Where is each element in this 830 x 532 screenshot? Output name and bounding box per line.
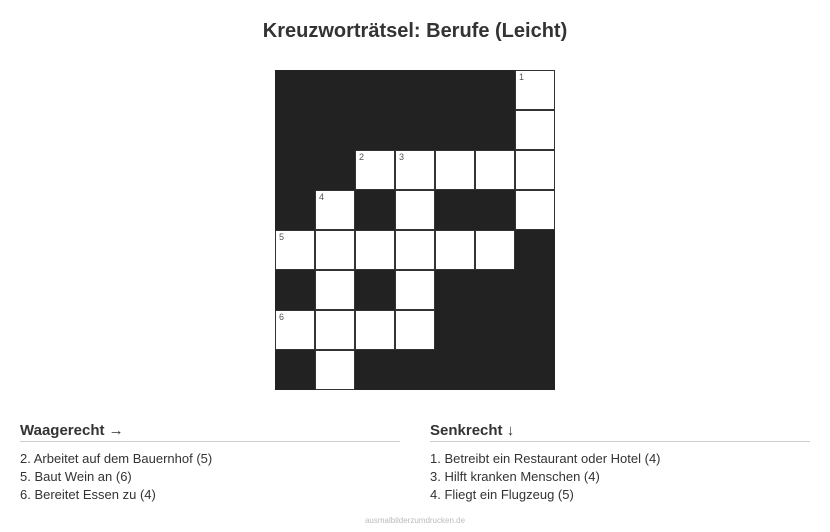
crossword-grid	[275, 70, 555, 390]
crossword-cell[interactable]	[355, 230, 395, 270]
crossword-cell[interactable]	[395, 190, 435, 230]
across-clues	[20, 422, 400, 504]
crossword-cell[interactable]	[395, 310, 435, 350]
crossword-cell[interactable]	[275, 230, 315, 270]
crossword-cell[interactable]	[315, 350, 355, 390]
crossword-cell[interactable]	[355, 150, 395, 190]
crossword-cell[interactable]	[315, 310, 355, 350]
crossword-cell[interactable]	[275, 310, 315, 350]
crossword-cell[interactable]	[515, 150, 555, 190]
clue-item: 3. Hilft kranken Menschen (4)	[430, 469, 600, 484]
cell-number: 5	[279, 232, 285, 242]
clue-item: 6. Bereitet Essen zu (4)	[20, 487, 156, 502]
crossword-cell[interactable]	[435, 150, 475, 190]
clue-item: 5. Baut Wein an (6)	[20, 469, 132, 484]
crossword-cell[interactable]	[395, 150, 435, 190]
watermark: ausmalbilderzumdrucken.de	[364, 516, 466, 525]
crossword-cell[interactable]	[515, 70, 555, 110]
across-clue-list	[20, 450, 400, 504]
crossword-cell[interactable]	[355, 310, 395, 350]
crossword-cell[interactable]	[315, 190, 355, 230]
down-clue-list	[430, 450, 810, 504]
cell-number: 4	[319, 192, 325, 202]
down-heading: Senkrecht ↓	[430, 422, 810, 442]
cell-number: 3	[399, 152, 405, 162]
crossword-cell[interactable]	[315, 270, 355, 310]
puzzle-title: Kreuzworträtsel: Berufe (Leicht)	[262, 20, 568, 42]
crossword-cell[interactable]	[435, 230, 475, 270]
clue-item: 4. Fliegt ein Flugzeug (5)	[430, 487, 574, 502]
crossword-cell[interactable]	[395, 270, 435, 310]
cell-number: 1	[519, 72, 525, 82]
across-heading: Waagerecht →	[20, 422, 400, 442]
crossword-cell[interactable]	[395, 230, 435, 270]
cell-number: 6	[279, 312, 285, 322]
crossword-cell[interactable]	[475, 230, 515, 270]
clue-item: 1. Betreibt ein Restaurant oder Hotel (4)	[430, 451, 661, 466]
cell-number: 2	[359, 152, 365, 162]
clue-item: 2. Arbeitet auf dem Bauernhof (5)	[20, 451, 213, 466]
crossword-cell[interactable]	[315, 230, 355, 270]
crossword-cell[interactable]	[475, 150, 515, 190]
down-clues	[430, 422, 810, 504]
crossword-cell[interactable]	[515, 190, 555, 230]
crossword-cell[interactable]	[515, 110, 555, 150]
